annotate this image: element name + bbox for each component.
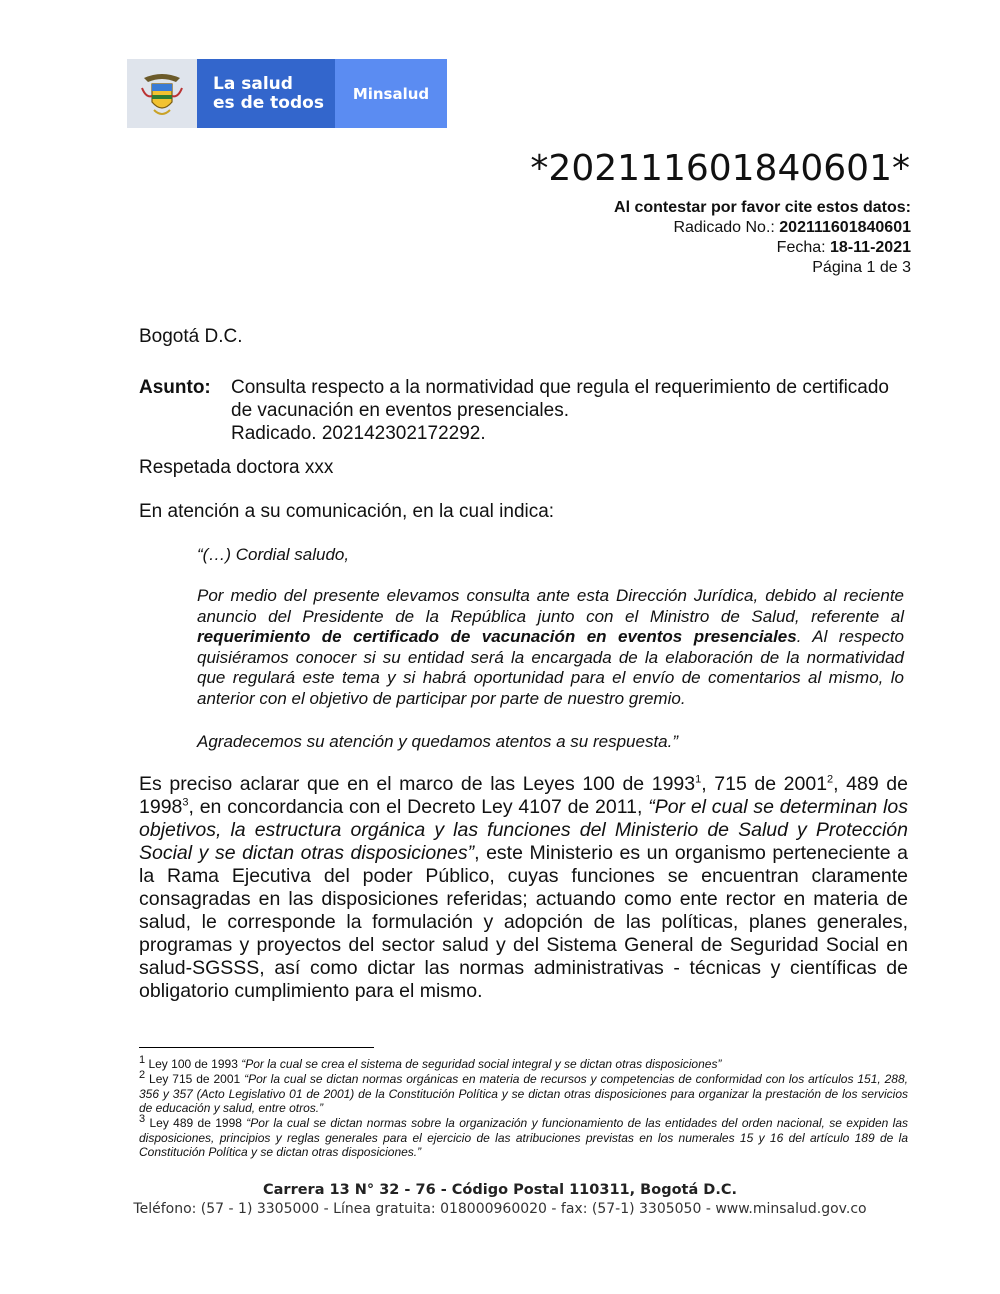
radicado-label: Radicado No.:: [673, 219, 780, 236]
footnote-1: [139, 1054, 908, 1072]
footnote-ref-3: 3: [182, 796, 189, 809]
footer-contact: Teléfono: (57 - 1) 3305000 - Línea gratuita: 018000960020 - fax: (57-1) 3305050 - www.minsalud.gov.co: [133, 1201, 867, 1217]
radicado-value: 202111601840601: [779, 219, 911, 236]
footnote-ref-1: 1: [695, 773, 702, 786]
slogan-line-1: La salud: [213, 73, 293, 94]
intro: En atención a su comunicación, en la cual indica:: [139, 501, 555, 522]
footnote-2-text: “Por la cual se dictan normas orgánicas en materia de recursos y competencias de conformidad con los artículos 151, 288, 356 y 357 (Acto Legislativo 01 de 2001) de la Constitución Política y se dictan otras disposiciones para organizar la prestación de los servicios de educación y salud, entre otros.”: [139, 1072, 908, 1115]
subject-label: Asunto:: [139, 377, 211, 398]
quote-body: [197, 586, 904, 709]
brand-name: Minsalud: [335, 59, 447, 128]
fecha-line: [614, 238, 911, 258]
cite-label: Al contestar por favor cite estos datos:: [614, 199, 911, 216]
footnote-3: [139, 1113, 908, 1160]
city: Bogotá D.C.: [139, 326, 243, 347]
barcode-number: *202111601840601*: [530, 148, 910, 189]
para-part-f: , este Ministerio es un organismo perteneciente a la Rama Ejecutiva del poder Público, cuyas funciones se encuentran claramente consagradas en las disposiciones referidas; actuando como ente rector en materia de salud, le corresponde la formulación y adopción de las políticas, planes generales, programas y proyectos del sector salud y del Sistema General de Seguridad Social en salud-SGSSS, así como dictar las normas administrativas - técnicas y científicas de obligatorio cumplimiento para el mismo.: [139, 842, 908, 1002]
footnote-2-lead: Ley 715 de 2001: [145, 1072, 245, 1086]
subject-line-1: Consulta respecto a la normatividad que regula el requerimiento de certificado: [231, 377, 889, 398]
footer-address: Carrera 13 N° 32 - 76 - Código Postal 110311, Bogotá D.C.: [263, 1182, 737, 1198]
quote-closing: Agradecemos su atención y quedamos atentos a su respuesta.”: [197, 732, 679, 751]
footnote-2: [139, 1069, 908, 1116]
para-part-b: , 715 de 2001: [701, 773, 828, 795]
footnote-3-number: 3: [139, 1113, 146, 1125]
para-part-d: , en concordancia con el Decreto Ley 4107 de 2011,: [188, 796, 649, 818]
slogan: [197, 59, 335, 128]
subject-text: [231, 376, 921, 445]
citation-block: [614, 198, 911, 278]
footnote-1-text: “Por la cual se crea el sistema de seguridad social integral y se dictan otras disposiciones”: [241, 1057, 722, 1071]
para-decree-title: “Por el cual se determinan los objetivos, la estructura orgánica y las funciones del Ministerio de Salud y Protección Social y se dictan otras disposiciones”: [139, 796, 908, 864]
footnote-3-text: “Por la cual se dictan normas sobre la organización y funcionamiento de las entidades del orden nacional, se expiden las disposiciones, principios y reglas generales para el ejercicio de las atribuciones previstas en los numerales 15 y 16 del artículo 189 de la Constitución Política y se dictan otras disposiciones.”: [139, 1116, 908, 1159]
quote-opening: “(…) Cordial saludo,: [197, 545, 350, 564]
fecha-value: 18-11-2021: [830, 239, 911, 256]
main-paragraph: [139, 773, 908, 1003]
para-part-c: , 489 de 1998: [139, 773, 908, 818]
footnote-1-number: 1: [139, 1054, 146, 1066]
subject-line-3: Radicado. 202142302172292.: [231, 423, 486, 444]
footnote-3-lead: Ley 489 de 1998: [145, 1116, 247, 1130]
footnote-2-number: 2: [139, 1069, 146, 1081]
minsalud-logo: [127, 59, 447, 128]
fecha-label: Fecha:: [776, 239, 831, 256]
quote-body-part-1: Por medio del presente elevamos consulta ante esta Dirección Jurídica, debido al reciente anuncio del Presidente de la República junto con el Ministro de Salud, referente al: [197, 586, 904, 626]
radicado-line: [614, 218, 911, 238]
subject-line-2: de vacunación en eventos presenciales.: [231, 400, 570, 421]
greeting: Respetada doctora xxx: [139, 457, 334, 478]
para-part-a: Es preciso aclarar que en el marco de las Leyes 100 de 1993: [139, 773, 696, 795]
slogan-line-2: es de todos: [213, 92, 324, 113]
quote-body-emphasis: requerimiento de certificado de vacunación en eventos presenciales: [197, 627, 797, 646]
footnote-divider: [139, 1047, 374, 1048]
colombia-coat-of-arms-icon: [127, 59, 197, 128]
footnote-1-lead: Ley 100 de 1993: [145, 1057, 242, 1071]
footnote-ref-2: 2: [827, 773, 834, 786]
page-info: Página 1 de 3: [812, 259, 911, 276]
quote-body-part-2: . Al respecto quisiéramos conocer si su entidad será la encargada de la elaboración de la normatividad que regulará este tema y si habrá oportunidad para el envío de comentarios al mismo, lo anterior con el objetivo de participar por parte de nuestro gremio.: [197, 627, 905, 708]
